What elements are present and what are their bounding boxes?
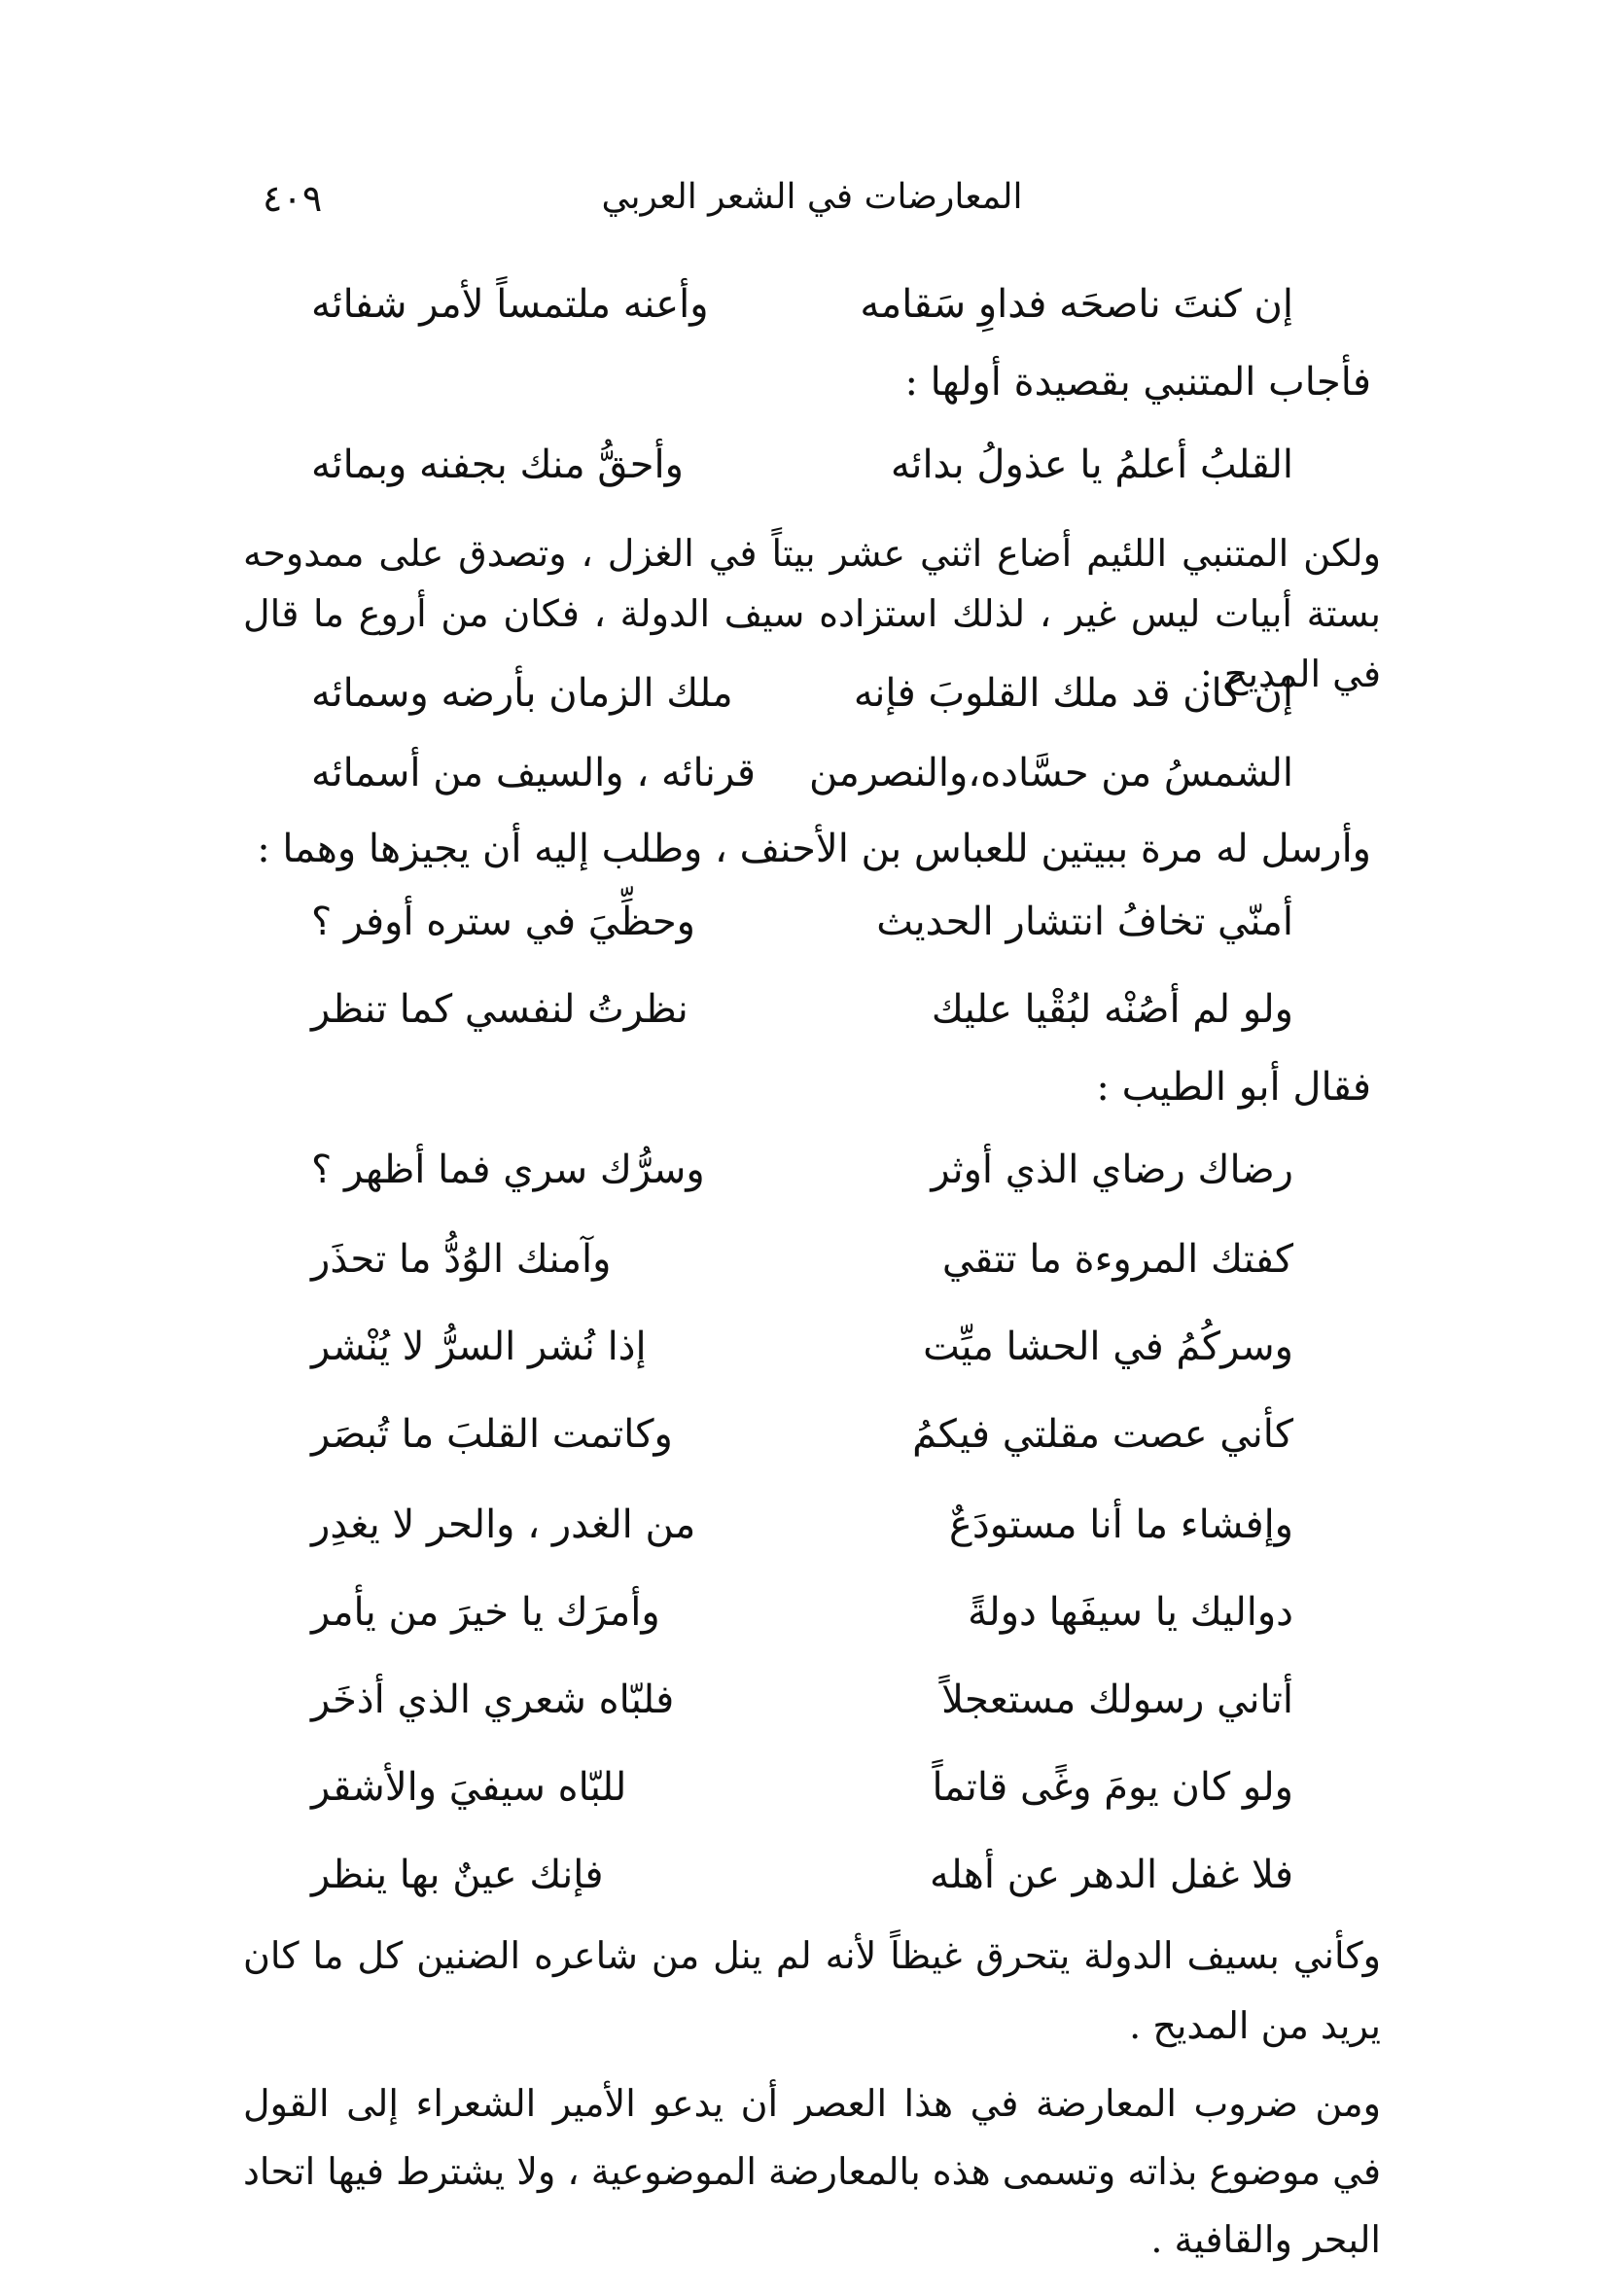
verse-line [311,1237,1293,1291]
verse-second-hemistich: وأعنه ملتمساً لأمر شفائه [311,282,709,327]
verse-first-hemistich: الشمسُ من حسَّاده،والنصرمن [808,751,1293,795]
verse-line [311,442,1293,497]
verse-line [311,1412,1293,1466]
verse-first-hemistich: القلبُ أعلمُ يا عذولُ بدائه [890,442,1293,487]
verse-first-hemistich: كأني عصت مقلتي فيكمُ [912,1412,1293,1457]
verse-second-hemistich: فإنك عينٌ بها ينظر [311,1853,604,1897]
verse-first-hemistich: ولو كان يومَ وغًى قاتماً [932,1765,1293,1810]
running-title: المعارضات في الشعر العربي [601,177,1023,217]
verse-second-hemistich: للبّاه سيفيَ والأشقر [311,1765,627,1810]
verse-line [311,751,1293,805]
verse-first-hemistich: أتاني رسولك مستعجلاً [941,1677,1293,1722]
verse-first-hemistich: ولو لم أصُنْه لبُقْيا عليك [931,987,1293,1032]
page-number: ٤٠٩ [263,177,323,220]
verse-second-hemistich: وأحقُّ منك بجفنه وبمائه [311,442,684,487]
prose-line: فأجاب المتنبي بقصيدة أولها : [904,360,1371,405]
verse-second-hemistich: وسرُّك سري فما أظهر ؟ [311,1148,705,1192]
verse-line [311,1765,1293,1819]
verse-second-hemistich: وكاتمت القلبَ ما تُبصَر [311,1412,673,1457]
prose-line: وأرسل له مرة ببيتين للعباس بن الأحنف ، وطلب إليه أن يجيزها وهما : [257,827,1371,871]
prose-paragraph: وكأني بسيف الدولة يتحرق غيظاً لأنه لم ينل من شاعره الضنين كل ما كان يريد من المديح . [243,1934,1381,2047]
verse-second-hemistich: وحظِّيَ في ستره أوفر ؟ [311,900,695,944]
verse-second-hemistich: وآمنك الوُدُّ ما تحذَر [311,1237,612,1282]
verse-line [311,1677,1293,1732]
verse-first-hemistich: كفتك المروءة ما تتقي [941,1237,1293,1282]
verse-line [311,282,1293,336]
verse-first-hemistich: أمنّي تخافُ انتشار الحديث [876,900,1293,944]
prose-paragraph: ولكن المتنبي اللئيم أضاع اثني عشر بيتاً في الغزل ، وتصدق على ممدوحه بستة أبيات ليس غير ، لذلك استزاده سيف الدولة ، فكان من أروع ما قال في المديح : [243,532,1381,695]
verse-second-hemistich: من الغدر ، والحر لا يغدِر [311,1502,696,1547]
verse-line [311,1853,1293,1907]
verse-first-hemistich: رضاك رضاي الذي أوثر [931,1148,1293,1192]
prose-line: فقال أبو الطيب : [1096,1065,1371,1110]
verse-line [311,671,1293,725]
verse-second-hemistich: فلبّاه شعري الذي أذخَر [311,1677,675,1722]
verse-second-hemistich: نظرتُ لنفسي كما تنظر [311,987,688,1032]
verse-first-hemistich: وسركُمُ في الحشا ميِّت [923,1324,1293,1369]
verse-second-hemistich: قرنائه ، والسيف من أسمائه [311,751,757,795]
verse-line [311,1590,1293,1644]
verse-line [311,987,1293,1042]
verse-line [311,900,1293,954]
prose-paragraph: ومن ضروب المعارضة في هذا العصر أن يدعو الأمير الشعراء إلى القول في موضوع بذاته وتسمى هذه بالمعارضة الموضوعية ، ولا يشترط فيها اتحاد البحر والقافية . [243,2082,1381,2261]
verse-line [311,1324,1293,1379]
verse-second-hemistich: وأمرَك يا خيرَ من يأمر [311,1590,660,1635]
verse-first-hemistich: إن كان قد ملك القلوبَ فإنه [853,671,1293,716]
verse-line [311,1502,1293,1557]
page-header [263,177,1361,235]
verse-first-hemistich: وإفشاء ما أنا مستودَعٌ [949,1502,1293,1547]
verse-first-hemistich: دواليك يا سيفَها دولةً [968,1590,1293,1635]
verse-second-hemistich: ملك الزمان بأرضه وسمائه [311,671,733,716]
verse-line [311,1148,1293,1202]
verse-first-hemistich: فلا غفل الدهر عن أهله [930,1853,1293,1897]
verse-first-hemistich: إن كنتَ ناصحَه فداوِ سَقامه [860,282,1293,327]
verse-second-hemistich: إذا نُشر السرُّ لا يُنْشر [311,1324,647,1369]
